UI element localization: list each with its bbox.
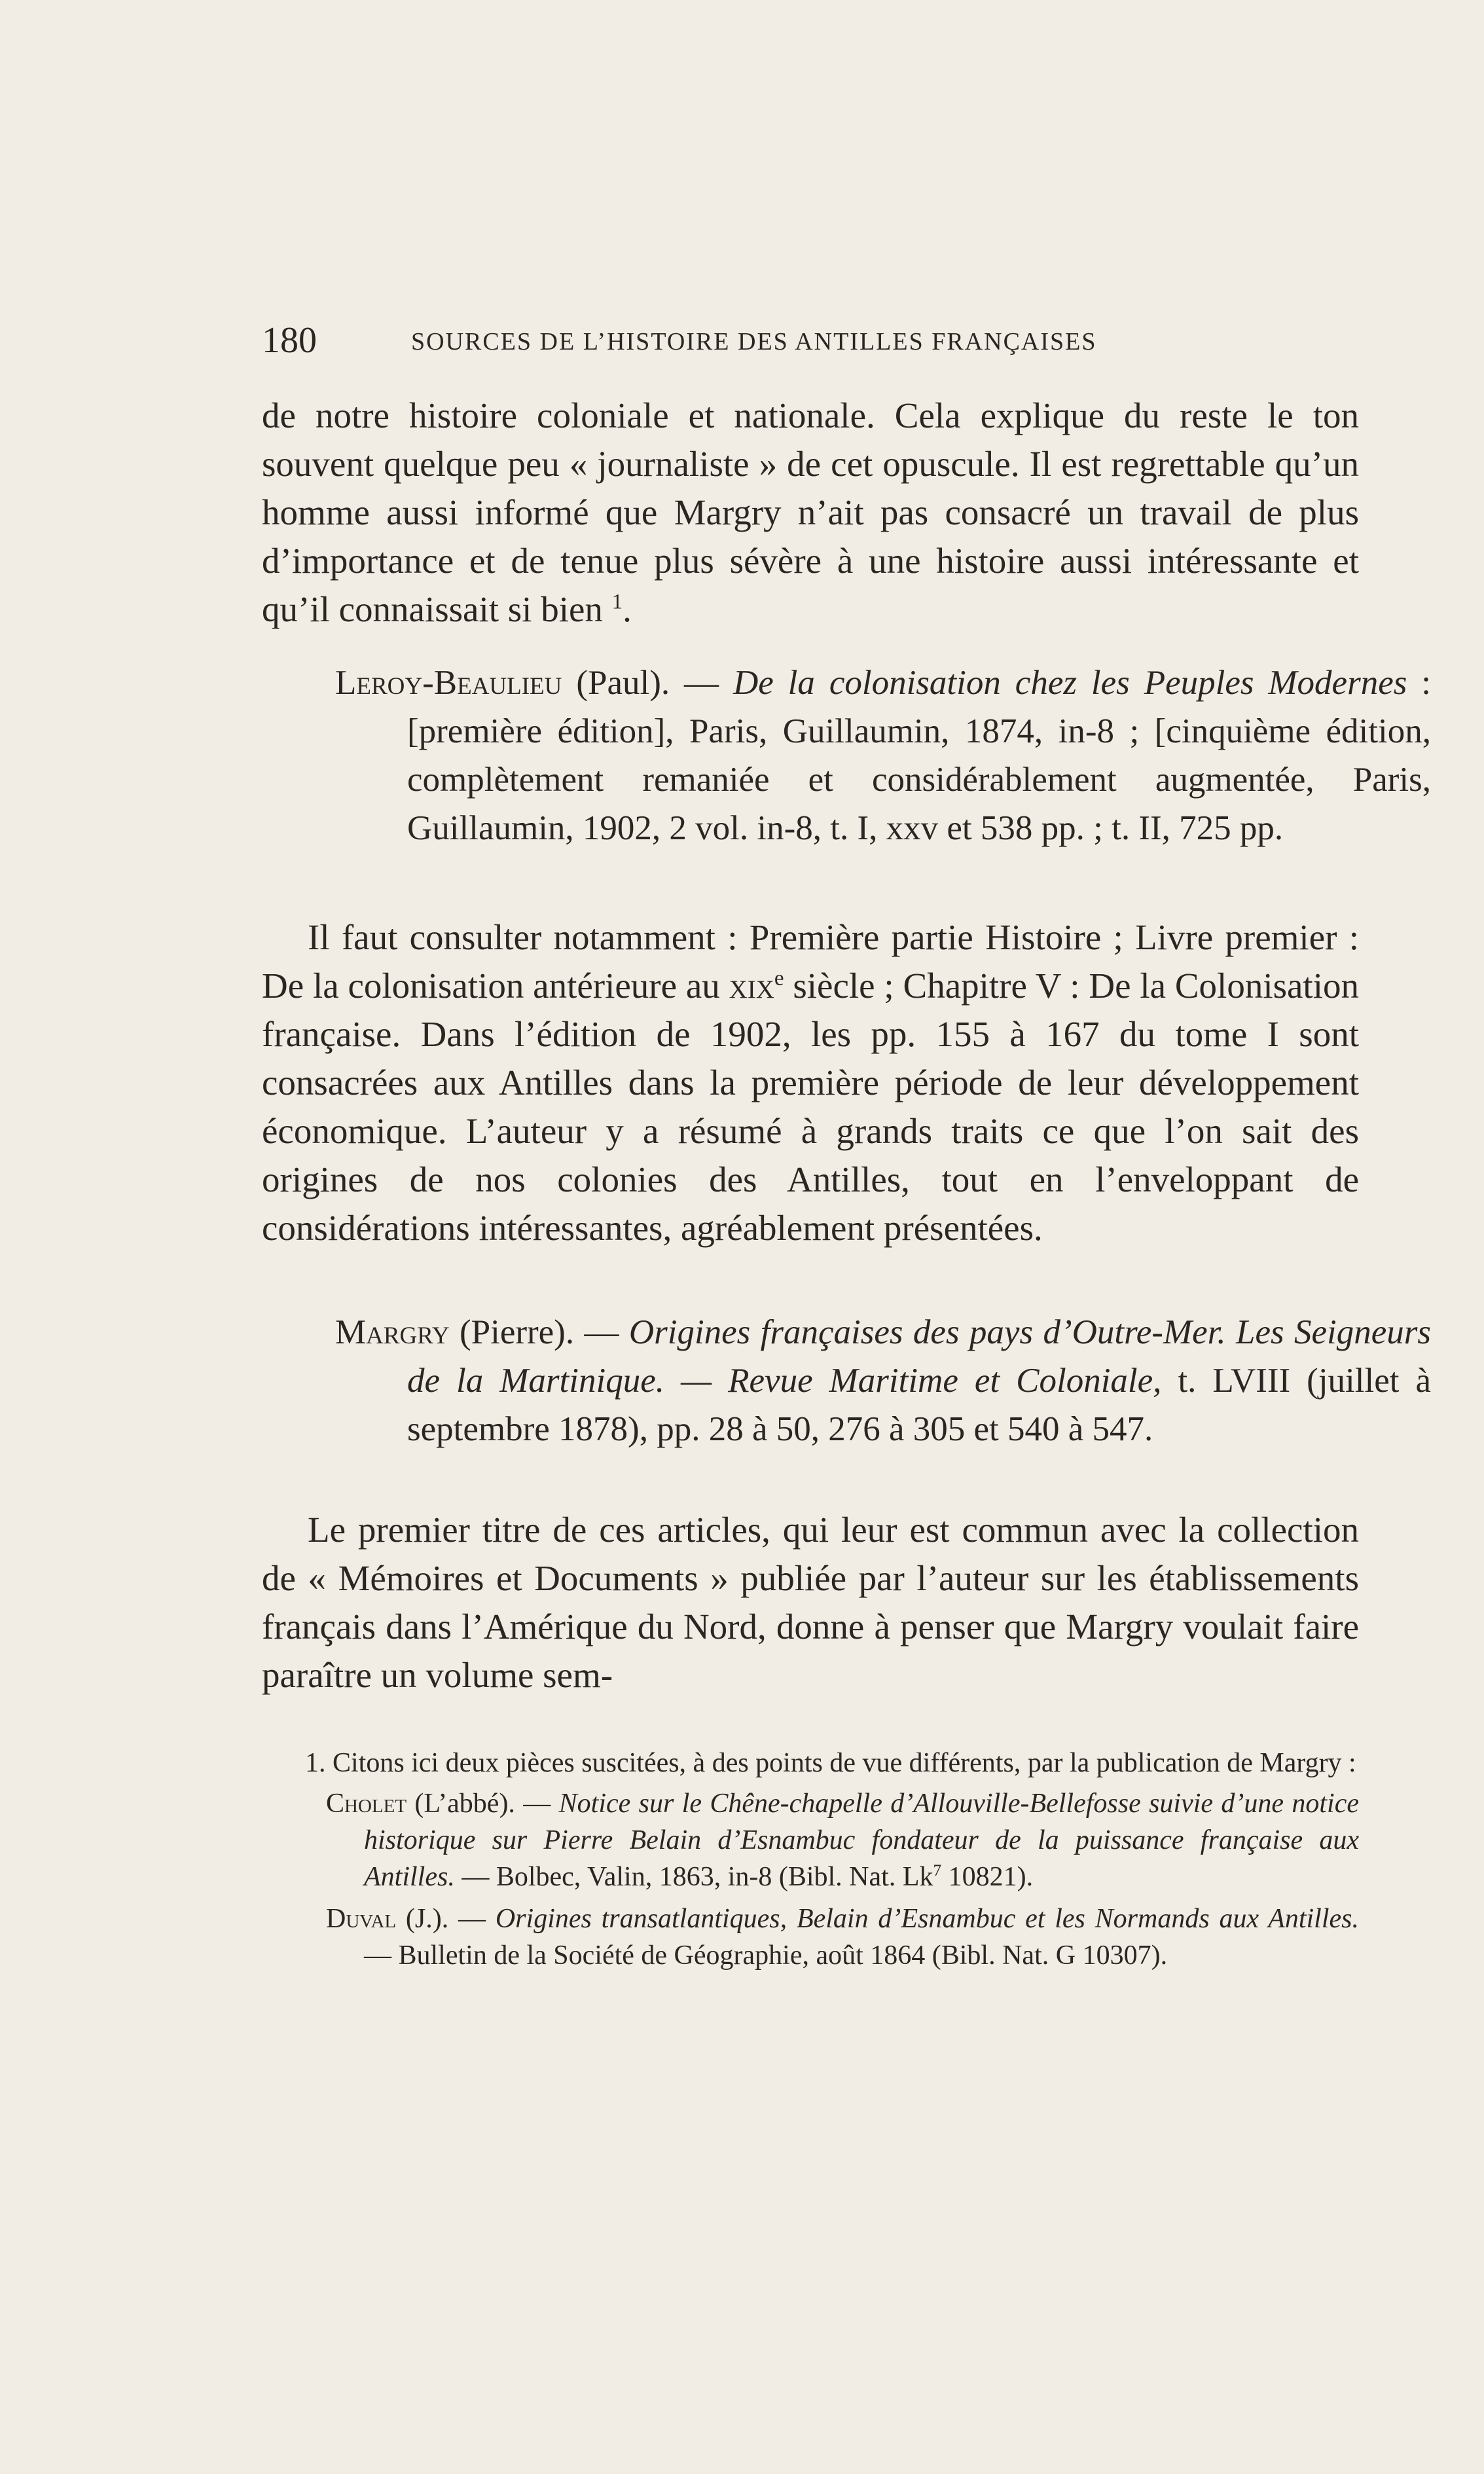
entry-title: Origines françaises des pays d’Outre-Mer. Les Seigneurs de la Martinique. — Revue Maritime et Coloniale,	[407, 1313, 1431, 1400]
entry-author: Leroy-Beaulieu	[335, 664, 562, 702]
paragraph-text: de notre histoire coloniale et nationale. Cela explique du reste le ton souvent quelque peu « journaliste » de cet opuscule. Il est regrettable qu’un homme aussi informé que Margry n’ait pas consacré un travail de plus d’importance et de tenue plus sévère à une histoire aussi intéressante et qu’il connaissait si bien	[262, 395, 1359, 629]
entry-author: Margry	[335, 1313, 450, 1351]
bibliography-entry-margry: Margry (Pierre). — Origines françaises des pays d’Outre-Mer. Les Seigneurs de la Martinique. — Revue Maritime et Coloniale, t. LVIII (juillet à septembre 1878), pp. 28 à 50, 276 à 305 et 540 à 547.	[335, 1313, 1432, 1448]
footnote-entry-cholet: Cholet (L’abbé). — Notice sur le Chêne-chapelle d’Allouville-Bellefosse suivie d’une notice historique sur Pierre Belain d’Esnambuc fondateur de la puissance française aux Antilles. — Bolbec, Valin, 1863, in-8 (Bibl. Nat. Lk$^7$ 10821).	[326, 1789, 1359, 1892]
footnote-1-intro: 1. Citons ici deux pièces suscitées, à des points de vue différents, par la publication de Margry :	[305, 1748, 1356, 1778]
bibliography-entry-leroy-beaulieu: Leroy-Beaulieu (Paul). — De la colonisation chez les Peuples Modernes : [première édition], Paris, Guillaumin, 1874, in-8 ; [cinquième édition, complètement remaniée et considérablement augmentée, Paris, Guillaumin, 1902, 2 vol. in-8, t. I, xxv et 538 pp. ; t. II, 725 pp.	[335, 664, 1432, 847]
entry-details: t. LVIII (juillet à septembre 1878), pp. 28 à 50, 276 à 305 et 540 à 547.	[407, 1362, 1432, 1448]
paragraph-commentary-margry: Le premier titre de ces articles, qui leur est commun avec la collection de « Mémoires et Documents » publiée par l’auteur sur les établissements français dans l’Amérique du Nord, donne à penser que Margry voulait faire paraître un volume sem-	[262, 1510, 1359, 1695]
footnote-entry-duval: Duval (J.). — Origines transatlantiques, Belain d’Esnambuc et les Normands aux Antilles. — Bulletin de la Société de Géographie, août 1864 (Bibl. Nat. G 10307).	[326, 1904, 1359, 1971]
footnotes	[274, 1745, 1359, 1979]
running-title: SOURCES DE L’HISTOIRE DES ANTILLES FRANÇAISES	[411, 328, 1097, 355]
footnote-reference[interactable]: 1	[611, 590, 623, 614]
entry-title: De la colonisation chez les Peuples Modernes	[733, 664, 1407, 702]
page-number: 180	[262, 320, 317, 361]
page-header	[262, 319, 1191, 372]
paragraph-commentary-leroy-beaulieu: Il faut consulter notamment : Première partie Histoire ; Livre premier : De la colonisation antérieure au xix$^e$ siècle ; Chapitre V : De la Colonisation française. Dans l’édition de 1902, les pp. 155 à 167 du tome I sont consacrées aux Antilles dans la première période de leur développement économique. L’auteur y a résumé à grands traits ce que l’on sait des origines de nos colonies des Antilles, tout en l’enveloppant de considérations intéressantes, agréablement présentées.	[262, 917, 1359, 1248]
entry-details: : [première édition], Paris, Guillaumin, 1874, in-8 ; [cinquième édition, complètement remaniée et considérablement augmentée, Paris, Guillaumin, 1902, 2 vol. in-8, t. I, xxv et 538 pp. ; t. II, 725 pp.	[407, 664, 1432, 847]
paragraph-continuation: de notre histoire coloniale et nationale. Cela explique du reste le ton souvent quelque peu « journaliste » de cet opuscule. Il est regrettable qu’un homme aussi informé que Margry n’ait pas consacré un travail de plus d’importance et de tenue plus sévère à une histoire aussi intéressante et qu’il connaissait si bien $^1$.	[262, 395, 1359, 629]
